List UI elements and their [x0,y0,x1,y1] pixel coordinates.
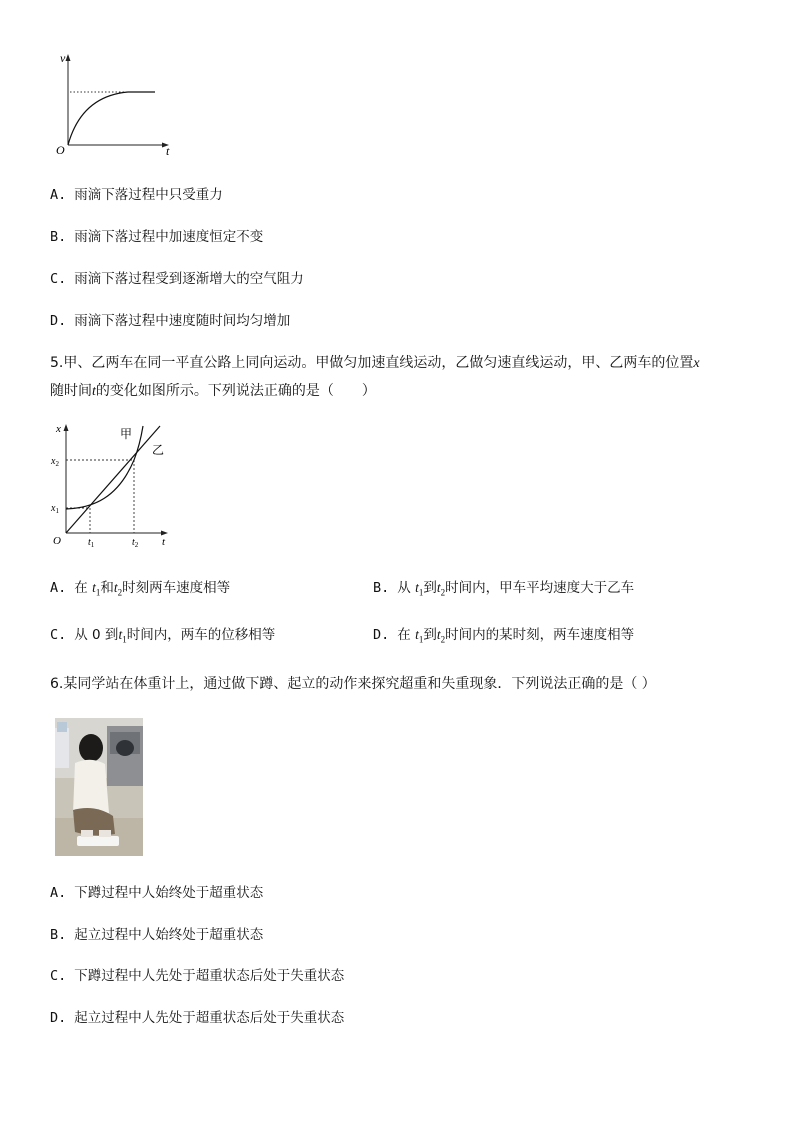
option-text: 在 [74,580,88,596]
q5-stem-line1 [50,352,700,372]
option-label: D. [50,313,67,329]
option-text: 时刻两车速度相等 [122,580,231,596]
x-axis-label: t [166,144,170,158]
option-label: C. [50,627,67,643]
option-label: D. [50,1010,67,1026]
stem-text: 的变化如图所示。下列说法正确的是（ ） [95,383,376,399]
velocity-curve [68,92,155,145]
q6-option-d[interactable] [50,1006,344,1026]
stem-text: 随时间 [50,383,92,399]
q5-option-b[interactable] [373,576,634,598]
question-number: 5. [50,355,64,371]
student-on-scale-photo [55,718,143,856]
option-label: C. [50,968,67,984]
y-axis-label: v [60,51,66,65]
t2-symbol: $t_2$ [113,580,123,598]
option-text: 起立过程中人先处于超重状态后处于失重状态 [74,1010,345,1026]
x-axis-arrow [161,531,168,536]
option-text: 雨滴下落过程中速度随时间均匀增加 [74,313,291,329]
option-text: 雨滴下落过程中加速度恒定不变 [74,229,264,245]
velocity-time-graph [50,48,180,160]
option-label: A. [50,187,67,203]
option-label: B. [373,580,390,596]
option-text: 时间内的某时刻，两车速度相等 [445,627,635,643]
t2-label: $t_2$ [132,537,139,549]
t1-symbol: $t_1$ [415,627,424,645]
q5-stem-line2 [50,380,376,400]
stem-text: 甲、乙两车在同一平直公路上同向运动。甲做匀加速直线运动，乙做匀速直线运动，甲、乙两车的位置 [63,355,694,371]
option-label: A. [50,885,67,901]
option-text: 下蹲过程中人先处于超重状态后处于失重状态 [74,968,345,984]
q4-option-d[interactable] [50,309,290,329]
option-text: 到 [423,580,437,596]
origin-label: O [53,535,61,547]
option-label: C. [50,271,67,287]
q6-option-c[interactable] [50,964,344,984]
t2-symbol: $t_2$ [436,580,446,598]
option-label: B. [50,927,67,943]
option-text: 下蹲过程中人始终处于超重状态 [74,885,264,901]
option-text: 雨滴下落过程受到逐渐增大的空气阻力 [74,271,304,287]
t2-symbol: $t_2$ [436,627,446,645]
variable-x: x [693,356,700,371]
yi-label: 乙 [152,443,165,457]
q5-option-c[interactable] [50,623,275,645]
option-text: 从 [397,580,411,596]
x2-label: $x_2$ [51,456,59,468]
yi-line [66,426,160,533]
option-label: D. [373,627,390,643]
option-text: 起立过程中人始终处于超重状态 [74,927,264,943]
option-text: 时间内，两车的位移相等 [126,627,276,643]
t1-symbol: $t_1$ [92,580,101,598]
t1-symbol: $t_1$ [415,580,424,598]
q5-option-a[interactable] [50,576,230,598]
q5-option-d[interactable] [373,623,634,645]
t1-label: $t_1$ [88,537,95,549]
option-text: 到 [423,627,437,643]
jia-label: 甲 [120,427,133,441]
option-label: A. [50,580,67,596]
q6-stem: 6.某同学站在体重计上，通过做下蹲、起立的动作来探究超重和失重现象．下列说法正确的是（ ） [50,676,656,692]
option-text: 和 [100,580,114,596]
option-text: 时间内，甲车平均速度大于乙车 [445,580,635,596]
x-axis-label: t [162,536,166,548]
option-text: 在 [397,627,411,643]
q4-option-a[interactable] [50,183,223,203]
y-axis-arrow [64,424,69,431]
position-time-graph [48,418,178,554]
option-text: 从 0 到 [74,627,119,643]
y-axis-label: x [56,423,61,435]
y-axis-arrow [66,54,71,61]
t1-symbol: $t_1$ [118,627,127,645]
option-text: 雨滴下落过程中只受重力 [74,187,223,203]
option-label: B. [50,229,67,245]
q6-option-a[interactable] [50,881,263,901]
q4-option-b[interactable] [50,225,263,245]
q4-option-c[interactable] [50,267,304,287]
q6-option-b[interactable] [50,923,263,943]
origin-label: O [56,143,65,157]
variable-t: t [92,384,96,399]
x1-label: $x_1$ [51,503,59,515]
